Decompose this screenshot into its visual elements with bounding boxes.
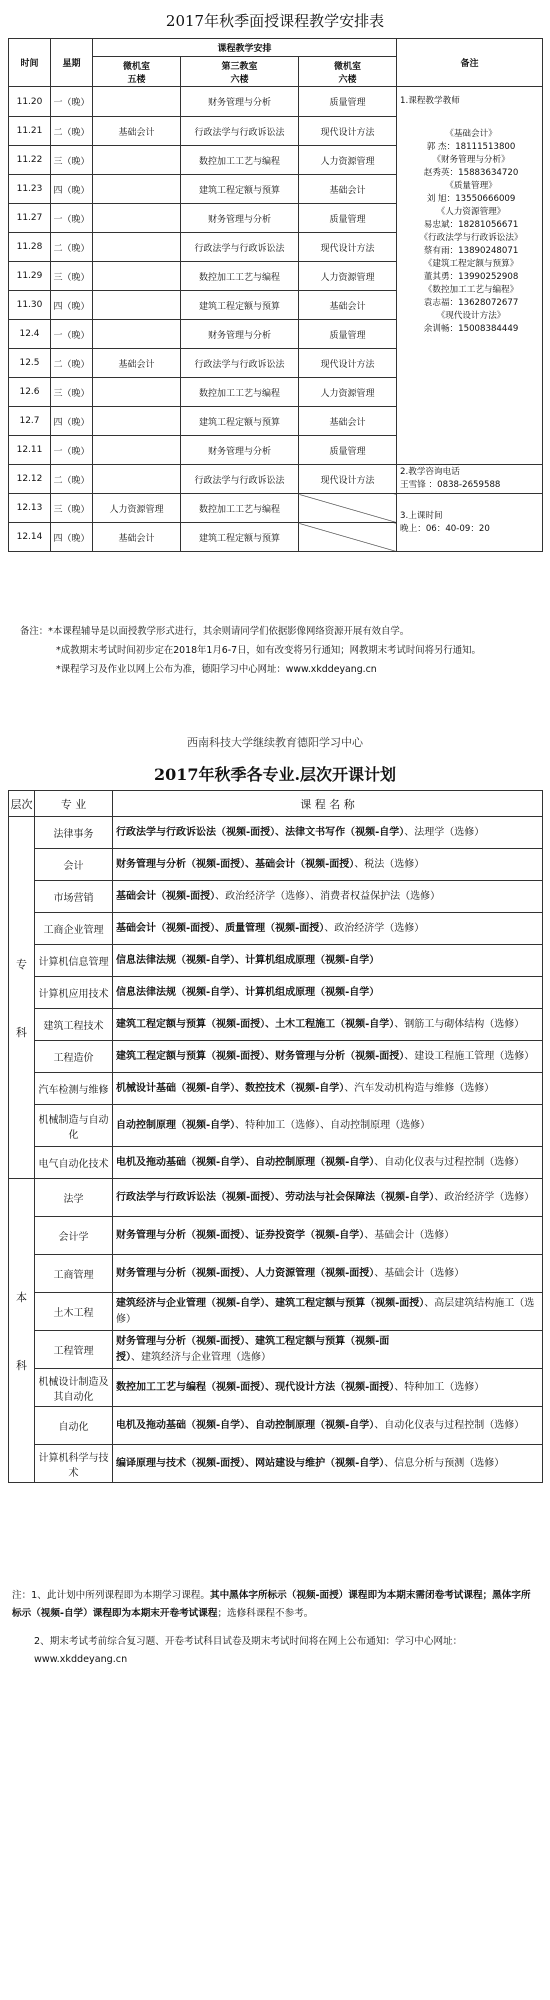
cell-date: 11.21 bbox=[9, 117, 51, 146]
cell-date: 11.29 bbox=[9, 262, 51, 291]
elective-courses: 、建设工程施工管理（选修） bbox=[404, 1050, 535, 1062]
plan-notes bbox=[12, 1587, 540, 1669]
cell-date: 12.7 bbox=[9, 407, 51, 436]
header-remark: 备注 bbox=[397, 39, 543, 87]
cell-weekday: 三（晚） bbox=[51, 146, 93, 175]
cell-room-1: 基础会计 bbox=[93, 117, 181, 146]
required-courses: 信息法律法规（视频-自学）、计算机组成原理（视频-自学） bbox=[116, 986, 380, 998]
cell-room-1 bbox=[93, 204, 181, 233]
schedule-row bbox=[9, 465, 543, 494]
cell-room-2: 财务管理与分析 bbox=[181, 87, 299, 117]
elective-courses: 、自动化仪表与过程控制（选修） bbox=[374, 1419, 525, 1431]
cell-room-2: 建筑工程定额与预算 bbox=[181, 175, 299, 204]
cell-room-1 bbox=[93, 175, 181, 204]
header-major: 专 业 bbox=[35, 791, 113, 817]
elective-courses: 、基础会计（选修） bbox=[364, 1229, 455, 1241]
cell-room-1 bbox=[93, 146, 181, 175]
courses-cell bbox=[113, 1179, 543, 1217]
courses-cell bbox=[113, 1369, 543, 1407]
cell-room-3: 基础会计 bbox=[299, 407, 397, 436]
cell-room-3 bbox=[299, 523, 397, 552]
major-cell: 工程造价 bbox=[35, 1041, 113, 1073]
remark-teachers-heading: 1.课程教学教师 bbox=[400, 96, 460, 106]
note-bold-text: 其中黑体字所标示（视频-面授）课程即为本期末需闭卷考试课程；黑体字所标示（视频-自学）课程即为本期末开卷考试课程 bbox=[12, 1590, 531, 1619]
cell-room-2: 数控加工工艺与编程 bbox=[181, 262, 299, 291]
cell-date: 12.12 bbox=[9, 465, 51, 494]
cell-room-2: 数控加工工艺与编程 bbox=[181, 146, 299, 175]
cell-date: 11.22 bbox=[9, 146, 51, 175]
major-cell: 工程管理 bbox=[35, 1331, 113, 1369]
cell-room-3: 人力资源管理 bbox=[299, 262, 397, 291]
cell-date: 11.20 bbox=[9, 87, 51, 117]
cell-room-2: 数控加工工艺与编程 bbox=[181, 378, 299, 407]
elective-courses: 、高层建筑结构施工（选修） bbox=[116, 1297, 535, 1325]
major-cell: 市场营销 bbox=[35, 881, 113, 913]
elective-courses: 、钢筋工与砌体结构（选修） bbox=[394, 1018, 525, 1030]
required-courses: 自动控制原理（视频-自学） bbox=[116, 1119, 236, 1131]
cell-date: 11.27 bbox=[9, 204, 51, 233]
courses-cell bbox=[113, 913, 543, 945]
header-room-1: 微机室 五楼 bbox=[93, 57, 181, 87]
cell-room-2: 行政法学与行政诉讼法 bbox=[181, 233, 299, 262]
note-line: *成教期末考试时间初步定在2018年1月6-7日，如有改变将另行通知；网教期末考试时间将另行通知。 bbox=[56, 645, 481, 656]
header-courses: 课 程 名 称 bbox=[113, 791, 543, 817]
cell-weekday: 四（晚） bbox=[51, 175, 93, 204]
plan-row bbox=[9, 881, 543, 913]
plan-row bbox=[9, 1009, 543, 1041]
header-weekday: 星期 bbox=[51, 39, 93, 87]
courses-cell bbox=[113, 1041, 543, 1073]
header-course-arrangement: 课程教学安排 bbox=[93, 39, 397, 57]
level-cell: 专 科 bbox=[9, 817, 35, 1179]
elective-courses: 、汽车发动机构造与维修（选修） bbox=[344, 1082, 495, 1094]
cell-room-3: 人力资源管理 bbox=[299, 146, 397, 175]
courses-cell bbox=[113, 1147, 543, 1179]
schedule-row bbox=[9, 494, 543, 523]
courses-cell bbox=[113, 1217, 543, 1255]
elective-courses: 、政治经济学（选修） bbox=[434, 1191, 535, 1203]
cell-room-1 bbox=[93, 87, 181, 117]
cell-room-2: 数控加工工艺与编程 bbox=[181, 494, 299, 523]
cell-weekday: 二（晚） bbox=[51, 233, 93, 262]
cell-weekday: 一（晚） bbox=[51, 87, 93, 117]
required-courses: 信息法律法规（视频-自学）、计算机组成原理（视频-自学） bbox=[116, 954, 380, 966]
note-text: 注：1、此计划中所列课程即为本期学习课程。 bbox=[12, 1590, 210, 1601]
cell-weekday: 三（晚） bbox=[51, 494, 93, 523]
cell-weekday: 三（晚） bbox=[51, 378, 93, 407]
cell-date: 11.30 bbox=[9, 291, 51, 320]
elective-courses: 、信息分析与预测（选修） bbox=[384, 1457, 505, 1469]
major-cell: 汽车检测与维修 bbox=[35, 1073, 113, 1105]
plan-row bbox=[9, 1331, 543, 1369]
major-cell: 工商企业管理 bbox=[35, 913, 113, 945]
center-name: 西南科技大学继续教育德阳学习中心 bbox=[187, 736, 363, 749]
cell-room-2: 行政法学与行政诉讼法 bbox=[181, 349, 299, 378]
required-courses: 行政法学与行政诉讼法（视频-面授）、劳动法与社会保障法（视频-自学） bbox=[116, 1191, 435, 1203]
courses-cell bbox=[113, 817, 543, 849]
cell-room-3: 质量管理 bbox=[299, 204, 397, 233]
remark-teachers-list: 《基础会计》 郭 杰：18111513800 《财务管理与分析》 赵秀英：15883634720 《质量管理》 刘 旭：13550666009 《人力资源管理》 易忠斌：18281056671 《行政法学与行政诉讼法》 蔡有雨：13890248071 《建筑工程定额与预算》 董其勇：13990252908 《数控加工工艺与编程》 袁志福：13628072677 《现代设计方法》 余训畅：15008384449 bbox=[419, 129, 523, 334]
cell-room-1: 人力资源管理 bbox=[93, 494, 181, 523]
plan-note-1 bbox=[12, 1587, 540, 1623]
cell-room-2: 建筑工程定额与预算 bbox=[181, 407, 299, 436]
elective-courses: 、法理学（选修） bbox=[404, 826, 485, 838]
plan-row bbox=[9, 1179, 543, 1217]
note-text: ；选修科课程不参考。 bbox=[217, 1608, 314, 1619]
major-cell: 机械设计制造及其自动化 bbox=[35, 1369, 113, 1407]
cell-room-3: 现代设计方法 bbox=[299, 465, 397, 494]
courses-cell bbox=[113, 1255, 543, 1293]
elective-courses: 、特种加工（选修）、自动控制原理（选修） bbox=[235, 1119, 431, 1131]
elective-courses: 、建筑经济与企业管理（选修） bbox=[131, 1351, 271, 1363]
courses-cell bbox=[113, 849, 543, 881]
plan-row bbox=[9, 1147, 543, 1179]
remark-teachers bbox=[397, 87, 543, 465]
cell-room-3: 现代设计方法 bbox=[299, 233, 397, 262]
note-line: 备注：*本课程辅导是以面授教学形式进行，其余则请同学们依据影像网络资源开展有效自学。 bbox=[20, 626, 410, 637]
remark-class-time: 3.上课时间 晚上：06：40-09：20 bbox=[397, 494, 543, 552]
courses-cell bbox=[113, 1073, 543, 1105]
plan-title: 2017年秋季各专业.层次开课计划 bbox=[153, 765, 397, 784]
courses-cell bbox=[113, 1445, 543, 1483]
cell-room-2: 财务管理与分析 bbox=[181, 320, 299, 349]
cell-room-1: 基础会计 bbox=[93, 523, 181, 552]
plan-row bbox=[9, 1073, 543, 1105]
required-courses: 基础会计（视频-面授） bbox=[116, 890, 216, 902]
major-cell: 会计学 bbox=[35, 1217, 113, 1255]
header-room-3: 微机室 六楼 bbox=[299, 57, 397, 87]
cell-room-3: 基础会计 bbox=[299, 291, 397, 320]
required-courses: 建筑工程定额与预算（视频-面授）、财务管理与分析（视频-面授） bbox=[116, 1050, 405, 1062]
major-cell: 机械制造与自动化 bbox=[35, 1105, 113, 1147]
plan-row bbox=[9, 1255, 543, 1293]
cell-weekday: 二（晚） bbox=[51, 117, 93, 146]
plan-row bbox=[9, 1369, 543, 1407]
plan-row bbox=[9, 1041, 543, 1073]
courses-cell bbox=[113, 977, 543, 1009]
required-courses: 基础会计（视频-面授）、质量管理（视频-面授） bbox=[116, 922, 325, 934]
plan-row bbox=[9, 1293, 543, 1331]
cell-room-1 bbox=[93, 407, 181, 436]
required-courses: 电机及拖动基础（视频-自学）、自动控制原理（视频-自学） bbox=[116, 1156, 375, 1168]
cell-date: 11.23 bbox=[9, 175, 51, 204]
cell-weekday: 四（晚） bbox=[51, 291, 93, 320]
major-cell: 电气自动化技术 bbox=[35, 1147, 113, 1179]
cell-room-1 bbox=[93, 378, 181, 407]
plan-row bbox=[9, 913, 543, 945]
cell-date: 12.11 bbox=[9, 436, 51, 465]
cell-room-2: 建筑工程定额与预算 bbox=[181, 291, 299, 320]
cell-room-1: 基础会计 bbox=[93, 349, 181, 378]
cell-room-2: 建筑工程定额与预算 bbox=[181, 523, 299, 552]
cell-weekday: 一（晚） bbox=[51, 436, 93, 465]
cell-date: 12.5 bbox=[9, 349, 51, 378]
plan-row bbox=[9, 1445, 543, 1483]
level-cell: 本 科 bbox=[9, 1179, 35, 1483]
courses-cell bbox=[113, 1407, 543, 1445]
cell-room-1 bbox=[93, 291, 181, 320]
required-courses: 机械设计基础（视频-自学）、数控技术（视频-自学） bbox=[116, 1082, 345, 1094]
major-cell: 计算机科学与技术 bbox=[35, 1445, 113, 1483]
required-courses: 编译原理与技术（视频-面授）、网站建设与维护（视频-自学） bbox=[116, 1457, 385, 1469]
course-plan-table bbox=[8, 790, 543, 1483]
plan-row bbox=[9, 945, 543, 977]
elective-courses: 、自动化仪表与过程控制（选修） bbox=[374, 1156, 525, 1168]
courses-cell bbox=[113, 1331, 543, 1369]
cell-room-2: 财务管理与分析 bbox=[181, 436, 299, 465]
elective-courses: 、基础会计（选修） bbox=[374, 1267, 465, 1279]
required-courses: 财务管理与分析（视频-面授）、基础会计（视频-面授） bbox=[116, 858, 355, 870]
cell-room-2: 行政法学与行政诉讼法 bbox=[181, 117, 299, 146]
major-cell: 建筑工程技术 bbox=[35, 1009, 113, 1041]
cell-weekday: 三（晚） bbox=[51, 262, 93, 291]
cell-weekday: 一（晚） bbox=[51, 204, 93, 233]
cell-room-3: 质量管理 bbox=[299, 436, 397, 465]
note-line: *课程学习及作业以网上公布为准，德阳学习中心网址：www.xkddeyang.cn bbox=[56, 664, 377, 675]
cell-room-3: 质量管理 bbox=[299, 320, 397, 349]
cell-date: 12.4 bbox=[9, 320, 51, 349]
cell-date: 11.28 bbox=[9, 233, 51, 262]
cell-weekday: 四（晚） bbox=[51, 407, 93, 436]
header-room-2: 第三教室 六楼 bbox=[181, 57, 299, 87]
major-cell: 自动化 bbox=[35, 1407, 113, 1445]
required-courses: 行政法学与行政诉讼法（视频-面授）、法律文书写作（视频-自学） bbox=[116, 826, 405, 838]
major-cell: 工商管理 bbox=[35, 1255, 113, 1293]
schedule-notes bbox=[20, 622, 540, 679]
schedule-row bbox=[9, 87, 543, 117]
cell-weekday: 二（晚） bbox=[51, 349, 93, 378]
cell-room-2: 行政法学与行政诉讼法 bbox=[181, 465, 299, 494]
courses-cell bbox=[113, 1009, 543, 1041]
cell-room-1 bbox=[93, 465, 181, 494]
major-cell: 法学 bbox=[35, 1179, 113, 1217]
required-courses: 建筑经济与企业管理（视频-自学）、建筑工程定额与预算（视频-面授） bbox=[116, 1297, 425, 1309]
cell-room-2: 财务管理与分析 bbox=[181, 204, 299, 233]
elective-courses: 、政治经济学（选修） bbox=[324, 922, 425, 934]
cell-date: 12.13 bbox=[9, 494, 51, 523]
cell-weekday: 四（晚） bbox=[51, 523, 93, 552]
schedule-title: 2017年秋季面授课程教学安排表 bbox=[165, 12, 385, 30]
courses-cell bbox=[113, 881, 543, 913]
elective-courses: 、税法（选修） bbox=[354, 858, 425, 870]
plan-row bbox=[9, 977, 543, 1009]
remark-consult-phone: 2.教学咨询电话 王雪锋 ：0838-2659588 bbox=[397, 465, 543, 494]
required-courses: 财务管理与分析（视频-面授）、人力资源管理（视频-面授） bbox=[116, 1267, 375, 1279]
required-courses: 数控加工工艺与编程（视频-面授）、现代设计方法（视频-面授） bbox=[116, 1381, 395, 1393]
elective-courses: 、政治经济学（选修）、消费者权益保护法（选修） bbox=[215, 890, 441, 902]
header-level: 层次 bbox=[9, 791, 35, 817]
elective-courses: 、特种加工（选修） bbox=[394, 1381, 485, 1393]
plan-row bbox=[9, 817, 543, 849]
cell-room-3: 人力资源管理 bbox=[299, 378, 397, 407]
major-cell: 法律事务 bbox=[35, 817, 113, 849]
cell-room-1 bbox=[93, 320, 181, 349]
cell-room-3: 基础会计 bbox=[299, 175, 397, 204]
plan-note-2: 2、期末考试考前综合复习题、开卷考试科目试卷及期末考试时间将在网上公布通知：学习中心网址：www.xkddeyang.cn bbox=[34, 1636, 463, 1665]
header-time: 时间 bbox=[9, 39, 51, 87]
plan-row bbox=[9, 1407, 543, 1445]
plan-row bbox=[9, 1105, 543, 1147]
cell-room-3: 现代设计方法 bbox=[299, 117, 397, 146]
required-courses: 建筑工程定额与预算（视频-面授）、土木工程施工（视频-自学） bbox=[116, 1018, 395, 1030]
required-courses: 财务管理与分析（视频-面授）、建筑工程定额与预算（视频-面授） bbox=[116, 1335, 390, 1363]
cell-weekday: 一（晚） bbox=[51, 320, 93, 349]
courses-cell bbox=[113, 1105, 543, 1147]
courses-cell bbox=[113, 945, 543, 977]
cell-date: 12.6 bbox=[9, 378, 51, 407]
schedule-table bbox=[8, 38, 543, 552]
cell-room-1 bbox=[93, 233, 181, 262]
major-cell: 土木工程 bbox=[35, 1293, 113, 1331]
cell-room-3: 现代设计方法 bbox=[299, 349, 397, 378]
major-cell: 计算机信息管理 bbox=[35, 945, 113, 977]
cell-room-1 bbox=[93, 262, 181, 291]
required-courses: 财务管理与分析（视频-面授）、证券投资学（视频-自学） bbox=[116, 1229, 365, 1241]
cell-room-1 bbox=[93, 436, 181, 465]
plan-row bbox=[9, 849, 543, 881]
cell-room-3 bbox=[299, 494, 397, 523]
required-courses: 电机及拖动基础（视频-自学）、自动控制原理（视频-自学） bbox=[116, 1419, 375, 1431]
courses-cell bbox=[113, 1293, 543, 1331]
major-cell: 计算机应用技术 bbox=[35, 977, 113, 1009]
major-cell: 会计 bbox=[35, 849, 113, 881]
cell-date: 12.14 bbox=[9, 523, 51, 552]
cell-weekday: 二（晚） bbox=[51, 465, 93, 494]
cell-room-3: 质量管理 bbox=[299, 87, 397, 117]
plan-row bbox=[9, 1217, 543, 1255]
